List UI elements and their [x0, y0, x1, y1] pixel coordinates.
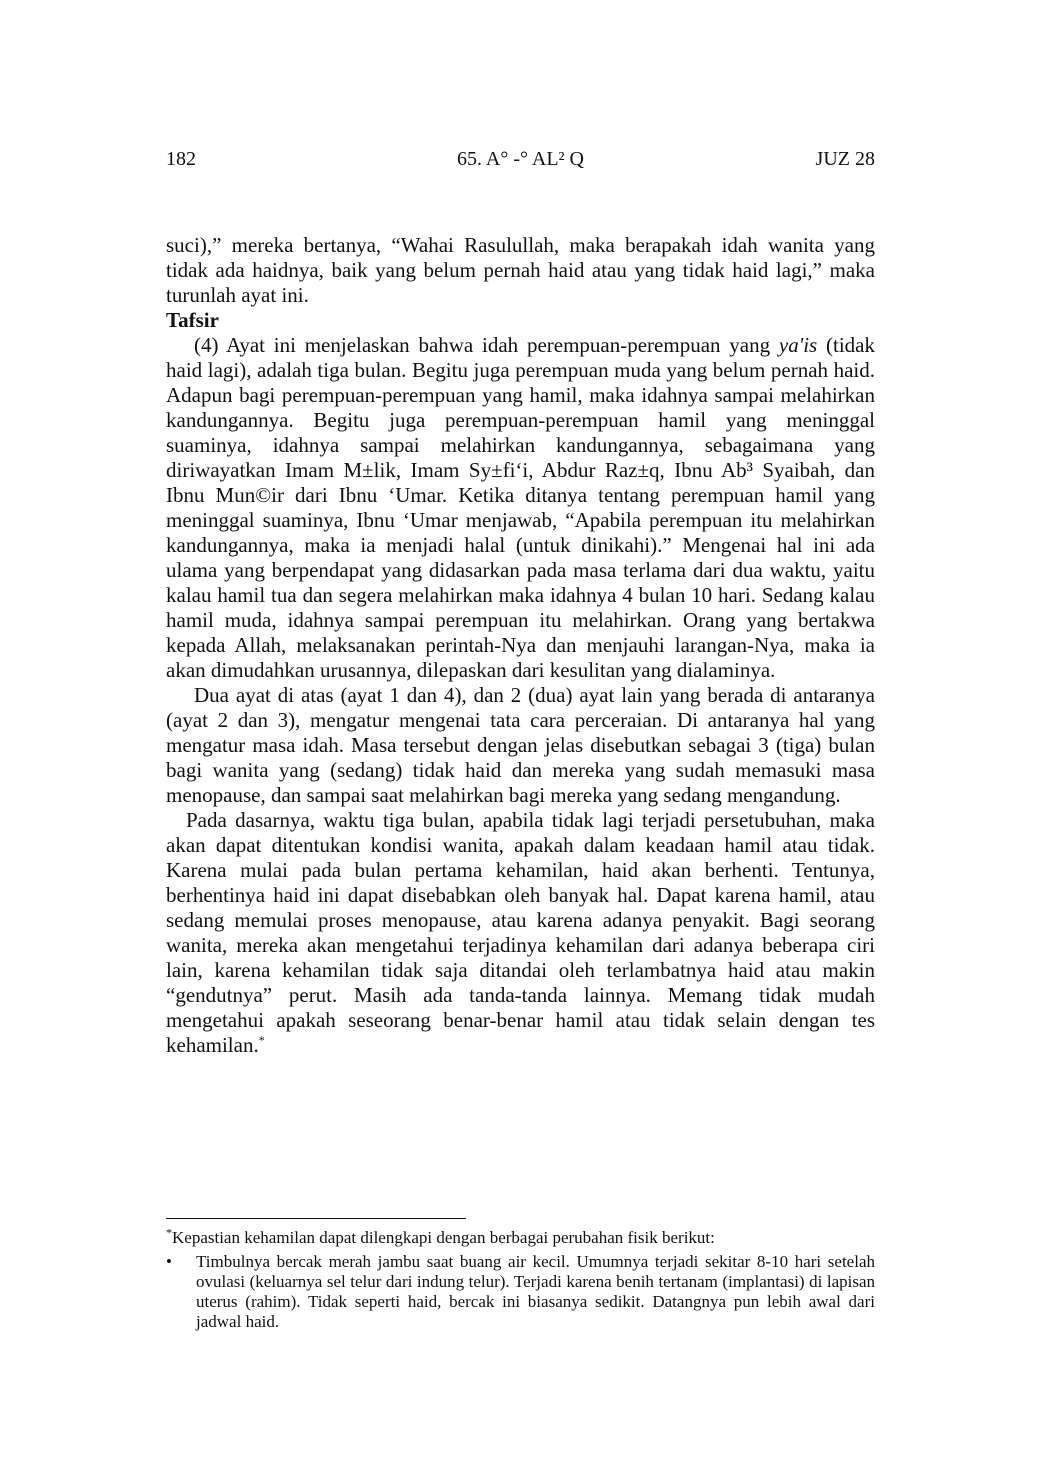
footnote-reference[interactable]: *	[258, 1033, 265, 1047]
bullet-icon: •	[166, 1252, 172, 1271]
main-text	[166, 233, 875, 1058]
tafsir-paragraph-1	[166, 333, 875, 683]
tafsir-paragraph-3	[166, 808, 875, 1058]
footnote-list-item	[166, 1252, 875, 1332]
p1-text-before: (4) Ayat ini menjelaskan bahwa idah perempuan-perempuan yang	[194, 333, 779, 357]
page-number: 182	[166, 148, 196, 170]
running-title: 65. A° -° AL² Q	[457, 148, 584, 170]
footnote-item-text: Timbulnya bercak merah jambu saat buang air kecil. Umumnya terjadi sekitar 8-10 hari setelah ovulasi (keluarnya sel telur dari indung telur). Terjadi karena benih tertanam (implantasi) di lapisan uterus (rahim). Tidak seperti haid, bercak ini biasanya sedikit. Datangnya pun lebih awal dari jadwal haid.	[196, 1252, 875, 1331]
page-header	[166, 146, 875, 172]
section-heading: Tafsir	[166, 308, 219, 332]
p1-italic-term: ya'is	[778, 333, 818, 357]
juz-label: JUZ 28	[815, 148, 875, 170]
footnote-divider	[166, 1218, 466, 1219]
p3-text: Pada dasarnya, waktu tiga bulan, apabila tidak lagi terjadi persetubuhan, maka akan dapat ditentukan kondisi wanita, apakah dalam keadaan hamil atau tidak. Karena mulai pada bulan pertama kehamilan, haid akan berhenti. Tentunya, berhentinya haid ini dapat disebabkan oleh banyak hal. Dapat karena hamil, atau sedang memulai proses menopause, atau karena adanya penyakit. Bagi seorang wanita, mereka akan mengetahui terjadinya kehamilan dari adanya beberapa ciri lain, karena kehamilan tidak saja ditandai oleh terlambatnya haid atau makin “gendutnya” perut. Masih ada tanda-tanda lainnya. Memang tidak mudah mengetahui apakah seseorang benar-benar hamil atau tidak selain dengan tes kehamilan.	[166, 808, 875, 1057]
p1-text-after: (tidak haid lagi), adalah tiga bulan. Begitu juga perempuan muda yang belum pernah haid. Adapun bagi perempuan-perempuan yang hamil, maka idahnya sampai melahirkan kandungannya. Begitu juga perempuan-perempuan hamil yang meninggal suaminya, idahnya sampai melahirkan kandungannya, sebagaimana yang diriwayatkan Imam M±lik, Imam Sy±fi‘i, Abdur Raz±q, Ibnu Ab³ Syaibah, dan Ibnu Mun©ir dari Ibnu ‘Umar. Ketika ditanya tentang perempuan hamil yang meninggal suaminya, Ibnu ‘Umar menjawab, “Apabila perempuan itu melahirkan kandungannya, maka ia menjadi halal (untuk dinikahi).” Mengenai hal ini ada ulama yang berpendapat yang didasarkan pada masa terlama dari dua waktu, yaitu kalau hamil tua dan segera melahirkan maka idahnya 4 bulan 10 hari. Sedang kalau hamil muda, idahnya sampai perempuan itu melahirkan. Orang yang bertakwa kepada Allah, melaksanakan perintah-Nya dan menjauhi larangan-Nya, maka ia akan dimudahkan urusannya, dilepaskan dari kesulitan yang dialaminya.	[166, 333, 875, 682]
intro-paragraph: suci),” mereka bertanya, “Wahai Rasulullah, maka berapakah idah wanita yang tidak ada haidnya, baik yang belum pernah haid atau yang tidak haid lagi,” maka turunlah ayat ini.	[166, 233, 875, 307]
footnote-marker: *	[166, 1225, 172, 1240]
footnote	[166, 1225, 875, 1332]
footnote-intro	[166, 1225, 875, 1248]
footnote-intro-text: Kepastian kehamilan dapat dilengkapi dengan berbagai perubahan fisik berikut:	[172, 1228, 715, 1247]
tafsir-paragraph-2: Dua ayat di atas (ayat 1 dan 4), dan 2 (dua) ayat lain yang berada di antaranya (ayat 2 dan 3), mengatur mengenai tata cara perceraian. Di antaranya hal yang mengatur masa idah. Masa tersebut dengan jelas disebutkan sebagai 3 (tiga) bulan bagi wanita yang (sedang) tidak haid dan mereka yang sudah memasuki masa menopause, dan sampai saat melahirkan bagi mereka yang sedang mengandung.	[166, 683, 875, 807]
